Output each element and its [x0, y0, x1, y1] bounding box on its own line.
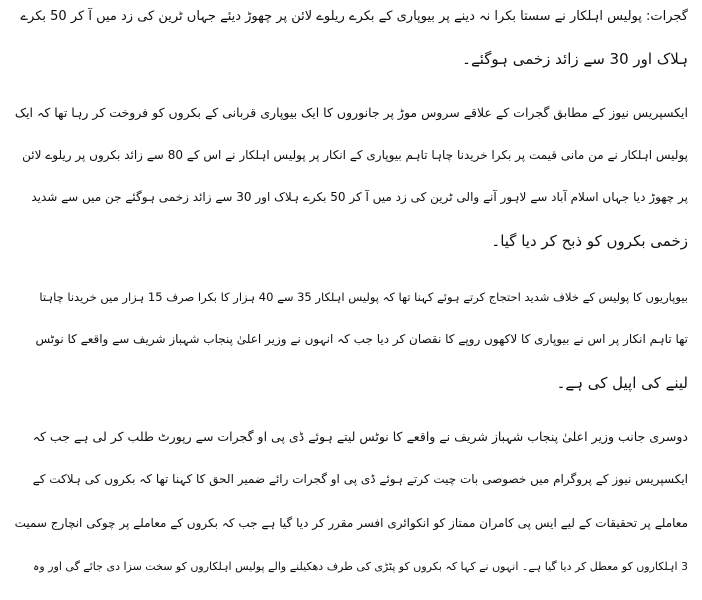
- article-line: گجرات: پولیس اہلکار نے سستا بکرا نہ دینے پر بیوپاری کے بکرے ریلوے لائن پر چھوڑ دیئے جہاں ٹرین کی زد میں آ کر 50 بکرے: [20, 9, 688, 24]
- article-line: 3 اہلکاروں کو معطل کر دیا گیا ہے۔ انہوں نے کہا کہ بکروں کو پٹڑی کی طرف دھکیلنے والے پولیس اہلکاروں کو سخت سزا دی جائے گی اور وہ: [32, 560, 688, 573]
- article-line: بیوپاریوں کا پولیس کے خلاف شدید احتجاج کرتے ہوئے کہنا تھا کہ پولیس اہلکار 35 سے 40 ہزار کا بکرا صرف 15 ہزار میں خریدنا چاہتا: [39, 290, 688, 304]
- article-line: ایکسپریس نیوز کے مطابق گجرات کے علاقے سروس موڑ پر جانوروں کا ایک بیوپاری قربانی کے بکروں کو فروخت کر رہا تھا کہ ایک: [14, 105, 688, 120]
- article-line: تھا تاہم انکار پر اس نے بیوپاری کا لاکھوں روپے کا نقصان کر دیا جب کہ انہوں نے وزیر اعلیٰ پنجاب شہباز شریف سے واقعے کا نوٹس: [35, 332, 688, 346]
- article-line: ہلاک اور 30 سے زائد زخمی ہوگئے۔: [462, 50, 688, 68]
- article-line: دوسری جانب وزیر اعلیٰ پنجاب شہباز شریف نے واقعے کا نوٹس لیتے ہوئے ڈی پی او گجرات سے رپورٹ طلب کر لی ہے جب کہ: [32, 429, 688, 444]
- article-line: لینے کی اپیل کی ہے۔: [556, 374, 688, 392]
- article-line: ایکسپریس نیوز کے پروگرام میں خصوصی بات چیت کرتے ہوئے ڈی پی او گجرات رائے ضمیر الحق کا کہنا تھا کہ بکروں کی ہلاکت کے: [32, 472, 688, 486]
- article-line: زخمی بکروں کو ذبح کر دیا گیا۔: [491, 232, 688, 250]
- article-line: معاملے پر تحقیقات کے لیے ایس پی کامران ممتاز کو انکوائری افسر مقرر کر دیا گیا ہے جب کہ بکروں کے معاملے پر چوکی انچارج سمیت: [14, 516, 688, 530]
- article-line: پولیس اہلکار نے من مانی قیمت پر بکرا خریدنا چاہا تاہم بیوپاری کے انکار پر پولیس اہلکار نے اس کے 80 سے زائد بکروں پر ریلوے لائن: [22, 148, 688, 162]
- article-line: پر چھوڑ دیا جہاں اسلام آباد سے لاہور آنے والی ٹرین کی زد میں آ کر 50 بکرے ہلاک اور 30 سے زائد زخمی ہوگئے جن میں سے شدید: [31, 190, 688, 204]
